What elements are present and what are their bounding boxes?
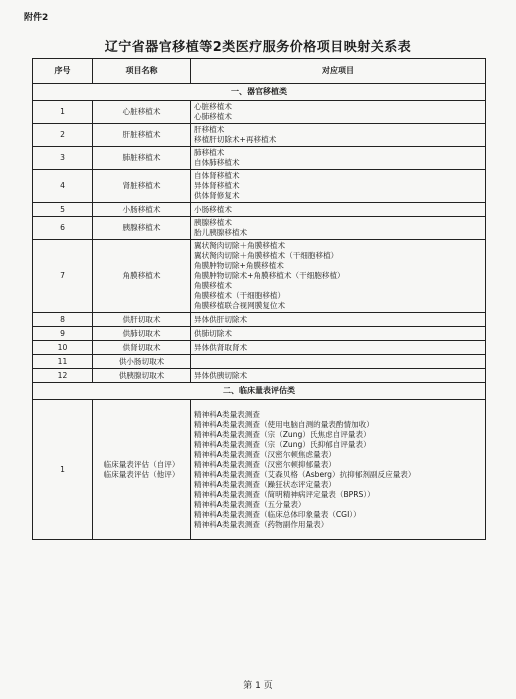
mapped-item: 翼状胬肉切除＋角膜移植术（干细胞移植） (194, 251, 339, 260)
table-row (33, 327, 486, 341)
row-number: 2 (33, 124, 93, 147)
section-header-row (33, 84, 486, 101)
project-name: 肝脏移植术 (122, 130, 161, 139)
project-name-cell (93, 217, 191, 240)
project-name-cell (93, 147, 191, 170)
project-name: 心脏移植术 (122, 107, 161, 116)
row-number: 12 (33, 369, 93, 383)
project-name: 角膜移植术 (122, 271, 161, 280)
section-title: 二、临床量表评估类 (33, 383, 486, 400)
table-row (33, 147, 486, 170)
mapped-item: 供肺切除术 (194, 328, 232, 338)
mapped-item: 精神科A类量表测查（简明精神病评定量表（BPRS）） (194, 489, 375, 499)
row-number: 1 (33, 400, 93, 540)
project-name: 临床量表评估（他评） (103, 469, 180, 479)
table-row (33, 101, 486, 124)
mapped-items-cell (191, 147, 486, 170)
table-row (33, 313, 486, 327)
mapped-item: 精神科A类量表测查（艾森贝格（Asberg）抗抑郁剂副反应量表） (194, 469, 416, 479)
project-name-cell (93, 369, 191, 383)
table-row (33, 203, 486, 217)
mapped-items-cell (191, 400, 486, 540)
mapped-item: 胰腺移植术 (194, 218, 232, 227)
row-number: 9 (33, 327, 93, 341)
mapped-items-cell (191, 327, 486, 341)
mapped-item: 翼状胬肉切除＋角膜移植术 (194, 241, 286, 250)
mapped-item: 异体供肝切除术 (194, 314, 248, 324)
section-title: 一、器官移植类 (33, 84, 486, 101)
project-name-cell (93, 313, 191, 327)
table-header-row (33, 59, 486, 84)
project-name: 小肠移植术 (122, 204, 161, 214)
row-number: 10 (33, 341, 93, 355)
project-name-cell (93, 170, 191, 203)
mapped-item: 精神科A类量表测查 (194, 409, 260, 419)
table-body (33, 84, 486, 540)
mapped-item: 角膜移植术（干细胞移植） (194, 291, 286, 300)
header-items: 对应项目 (191, 59, 486, 84)
project-name: 供肾切取术 (122, 342, 161, 352)
row-number: 7 (33, 240, 93, 313)
table-row (33, 170, 486, 203)
table-row (33, 240, 486, 313)
project-name-cell (93, 124, 191, 147)
project-name: 肾脏移植术 (122, 181, 161, 190)
mapped-item: 角膜肿物切除术+角膜移植术（干细胞移植） (194, 271, 345, 280)
row-number: 6 (33, 217, 93, 240)
row-number: 11 (33, 355, 93, 369)
mapped-item: 精神科A类量表测查（五分量表） (194, 499, 306, 509)
mapped-item: 精神科A类量表测查（躁狂状态评定量表） (194, 479, 336, 489)
project-name-cell (93, 355, 191, 369)
project-name-cell (93, 203, 191, 217)
row-number: 8 (33, 313, 93, 327)
mapped-item: 精神科A类量表测查（汉密尔顿焦虑量表） (194, 449, 336, 459)
row-number: 4 (33, 170, 93, 203)
project-name: 临床量表评估（自评） (103, 459, 180, 469)
page-number: 第 1 页 (243, 681, 273, 691)
mapped-item: 自体肺移植术 (194, 158, 240, 167)
project-name: 胰腺移植术 (122, 223, 161, 232)
mapped-item: 角膜移植联合视网膜复位术 (194, 301, 286, 310)
mapped-item: 异体供肾取肾术 (194, 342, 248, 352)
mapped-item: 精神科A类量表测查（宗（Zung）氏抑郁自评量表） (194, 439, 371, 449)
table-row (33, 369, 486, 383)
mapped-item: 小肠移植术 (194, 204, 232, 214)
mapping-table (32, 58, 486, 540)
header-no: 序号 (33, 59, 93, 84)
project-name: 肺脏移植术 (122, 153, 161, 162)
project-name: 供肺切取术 (122, 328, 161, 338)
row-number: 1 (33, 101, 93, 124)
mapped-item: 精神科A类量表测查（宗（Zung）氏焦虑自评量表） (194, 429, 371, 439)
mapped-items-cell (191, 240, 486, 313)
mapped-items-cell (191, 313, 486, 327)
mapped-items-cell (191, 170, 486, 203)
mapped-items-cell (191, 101, 486, 124)
project-name-cell (93, 400, 191, 540)
page-title: 辽宁省器官移植等2类医疗服务价格项目映射关系表 (104, 40, 412, 55)
table-row (33, 124, 486, 147)
mapped-item: 精神科A类量表测查（药物副作用量表） (194, 519, 329, 529)
mapped-item: 自体肾移植术 (194, 171, 240, 180)
project-name-cell (93, 327, 191, 341)
mapped-items-cell (191, 124, 486, 147)
mapped-item: 移植肝切除术+再移植术 (194, 135, 277, 144)
mapped-item: 异体肾移植术 (194, 181, 240, 190)
table-row (33, 217, 486, 240)
project-name-cell (93, 341, 191, 355)
mapped-item: 角膜移植术 (194, 281, 232, 290)
mapped-items-cell (191, 203, 486, 217)
table-row (33, 400, 486, 540)
mapped-item: 异体供胰切除术 (194, 370, 248, 380)
table-row (33, 341, 486, 355)
mapped-items-cell (191, 369, 486, 383)
mapped-item: 供体肾修复术 (194, 191, 240, 200)
mapped-item: 心脏移植术 (194, 102, 232, 111)
mapped-items-cell (191, 217, 486, 240)
mapped-item: 精神科A类量表测查（临床总体印象量表（CGI）） (194, 509, 361, 519)
mapped-item: 肝移植术 (194, 125, 225, 134)
project-name: 供小肠切取术 (118, 356, 165, 366)
mapped-item: 心肺移植术 (194, 112, 232, 121)
project-name: 供肝切取术 (122, 314, 161, 324)
mapped-item: 精神科A类量表测查（使用电脑自测的量表酌情加收） (194, 419, 374, 429)
mapped-item: 胎儿胰腺移植术 (194, 228, 248, 237)
project-name-cell (93, 101, 191, 124)
project-name: 供胰腺切取术 (118, 370, 165, 380)
mapped-items-cell (191, 341, 486, 355)
table-row (33, 355, 486, 369)
mapped-item: 肺移植术 (194, 148, 225, 157)
mapped-item: 角膜肿物切除+角膜移植术 (194, 261, 284, 270)
row-number: 3 (33, 147, 93, 170)
mapped-items-cell (191, 355, 486, 369)
project-name-cell (93, 240, 191, 313)
section-header-row (33, 383, 486, 400)
attachment-label: 附件2 (24, 13, 49, 23)
row-number: 5 (33, 203, 93, 217)
mapped-item: 精神科A类量表测查（汉密尔顿抑郁量表） (194, 459, 336, 469)
header-name: 项目名称 (93, 59, 191, 84)
